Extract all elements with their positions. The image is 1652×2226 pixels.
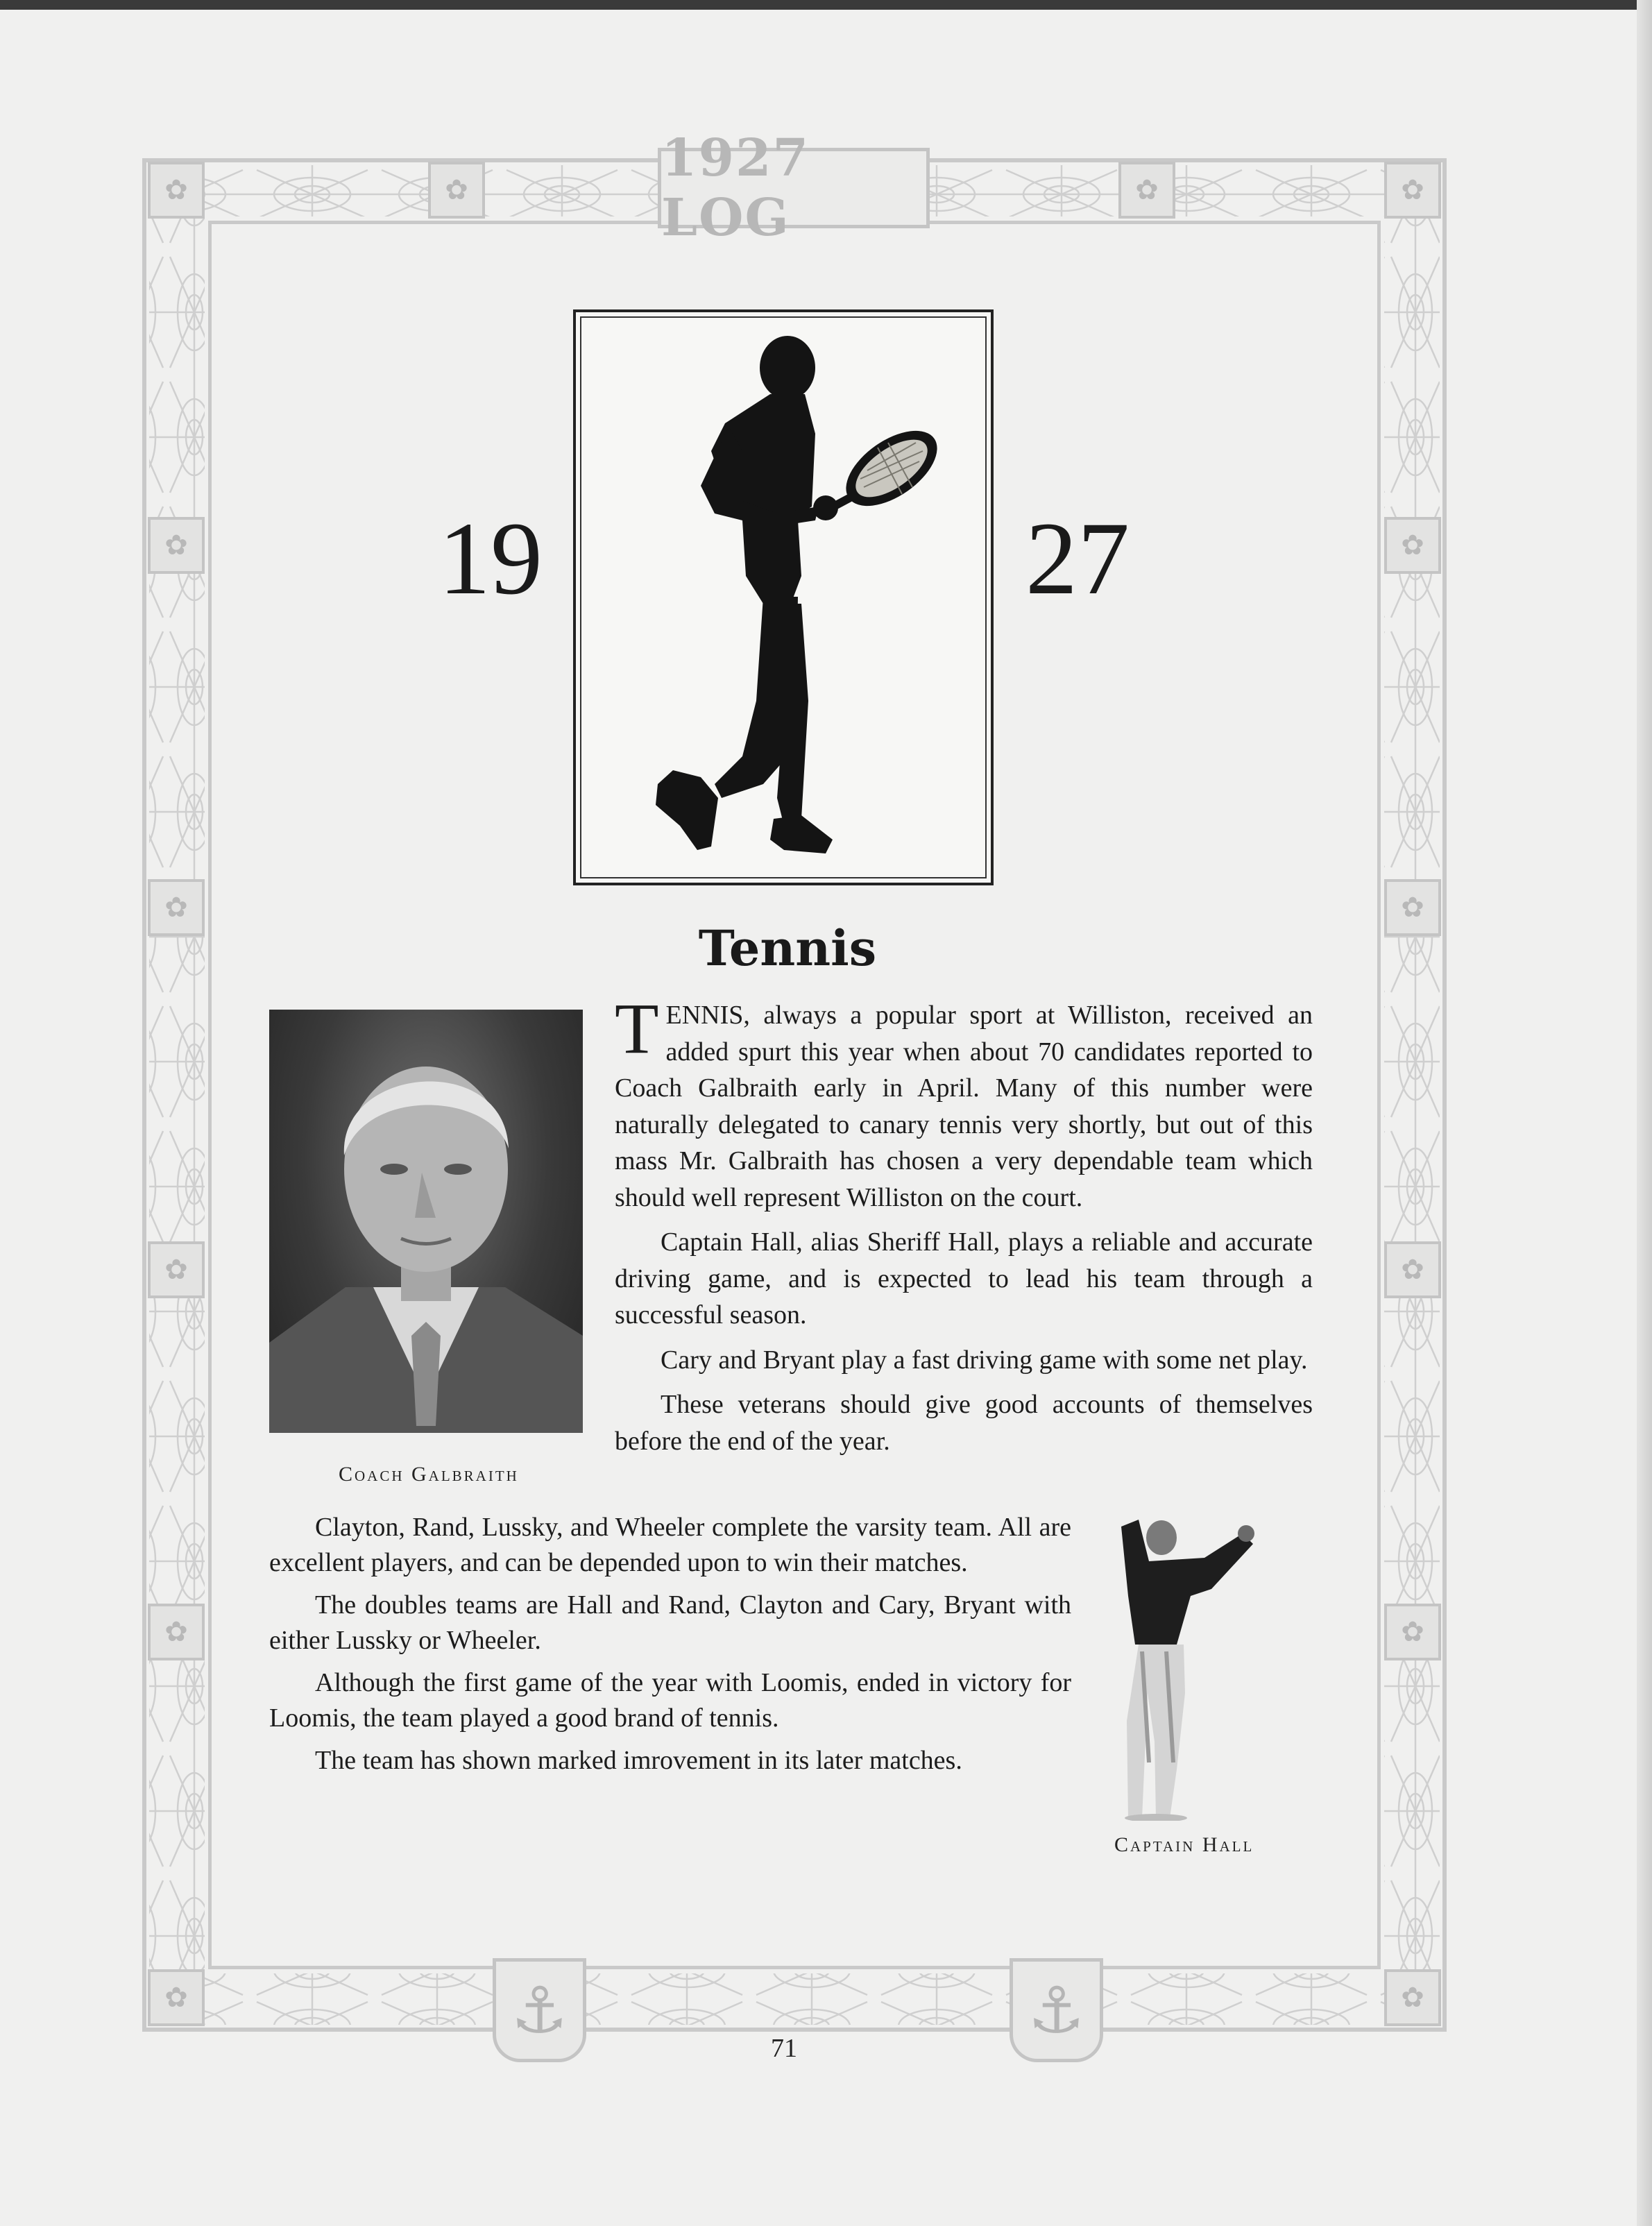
ship-emblem-icon — [1384, 1969, 1441, 2026]
article-paragraph: Clayton, Rand, Lussky, and Wheeler complete the varsity team. All are excellent players, and can be depended upon to win their matches. — [269, 1513, 1071, 1577]
ship-emblem-icon — [148, 879, 205, 936]
ship-emblem-icon — [148, 1969, 205, 2026]
page-number: 71 — [771, 2034, 797, 2063]
year-left: 19 — [438, 501, 543, 616]
article-paragraph — [615, 989, 1313, 1216]
article-column-left — [269, 1510, 1071, 1785]
ship-emblem-icon — [1384, 517, 1441, 574]
captain-caption: Captain Hall — [1114, 1833, 1254, 1856]
ship-emblem-icon — [148, 1604, 205, 1660]
paragraph-text: ENNIS, always a popular sport at Williston, received an added spurt this year when about 70 candidates reported to Coach Galbraith early in April. Many of this number were naturally delegated to canary tennis very shortly, but out of this mass Mr. Galbraith has chosen a very dependable team which should well represent Williston on the court. — [615, 1001, 1313, 1212]
article-column-right — [615, 989, 1313, 1468]
article-paragraph: Cary and Bryant play a fast driving game with some net play. — [661, 1345, 1308, 1375]
ship-emblem-icon — [148, 1241, 205, 1298]
drop-cap: T — [615, 989, 659, 1069]
article-paragraph: The team has shown marked imrovement in its later matches. — [315, 1746, 962, 1775]
section-title: Tennis — [698, 919, 877, 977]
article-paragraph: The doubles teams are Hall and Rand, Clayton and Cary, Bryant with either Lussky or Wheeler. — [269, 1590, 1071, 1655]
tennis-player-silhouette — [576, 312, 996, 888]
ship-emblem-icon — [428, 162, 485, 219]
article-paragraph: Captain Hall, alias Sheriff Hall, plays a reliable and accurate driving game, and is expected to lead his team through a successful season. — [615, 1227, 1313, 1329]
article-paragraph: These veterans should give good accounts of themselves before the end of the year. — [615, 1390, 1313, 1456]
header-title: 1927 LOG — [661, 128, 810, 248]
year-right: 27 — [1025, 501, 1130, 616]
tennis-silhouette-frame — [573, 309, 994, 885]
ship-emblem-icon — [1384, 1604, 1441, 1660]
coach-portrait-photo — [269, 1010, 583, 1433]
ship-emblem-icon — [1384, 879, 1441, 936]
log-header-plate — [658, 128, 930, 248]
ship-emblem-icon — [1384, 162, 1441, 219]
coach-caption: Coach Galbraith — [339, 1463, 519, 1486]
ship-emblem-icon — [148, 517, 205, 574]
article-paragraph: Although the first game of the year with Loomis, ended in victory for Loomis, the team played a good brand of tennis. — [269, 1668, 1071, 1733]
captain-hall-photo — [1107, 1513, 1274, 1821]
anchor-icon: ⚓ — [493, 1958, 586, 2062]
ship-emblem-icon — [1384, 1241, 1441, 1298]
ship-emblem-icon — [148, 162, 205, 219]
anchor-icon: ⚓ — [1010, 1958, 1103, 2062]
ship-emblem-icon — [1118, 162, 1175, 219]
